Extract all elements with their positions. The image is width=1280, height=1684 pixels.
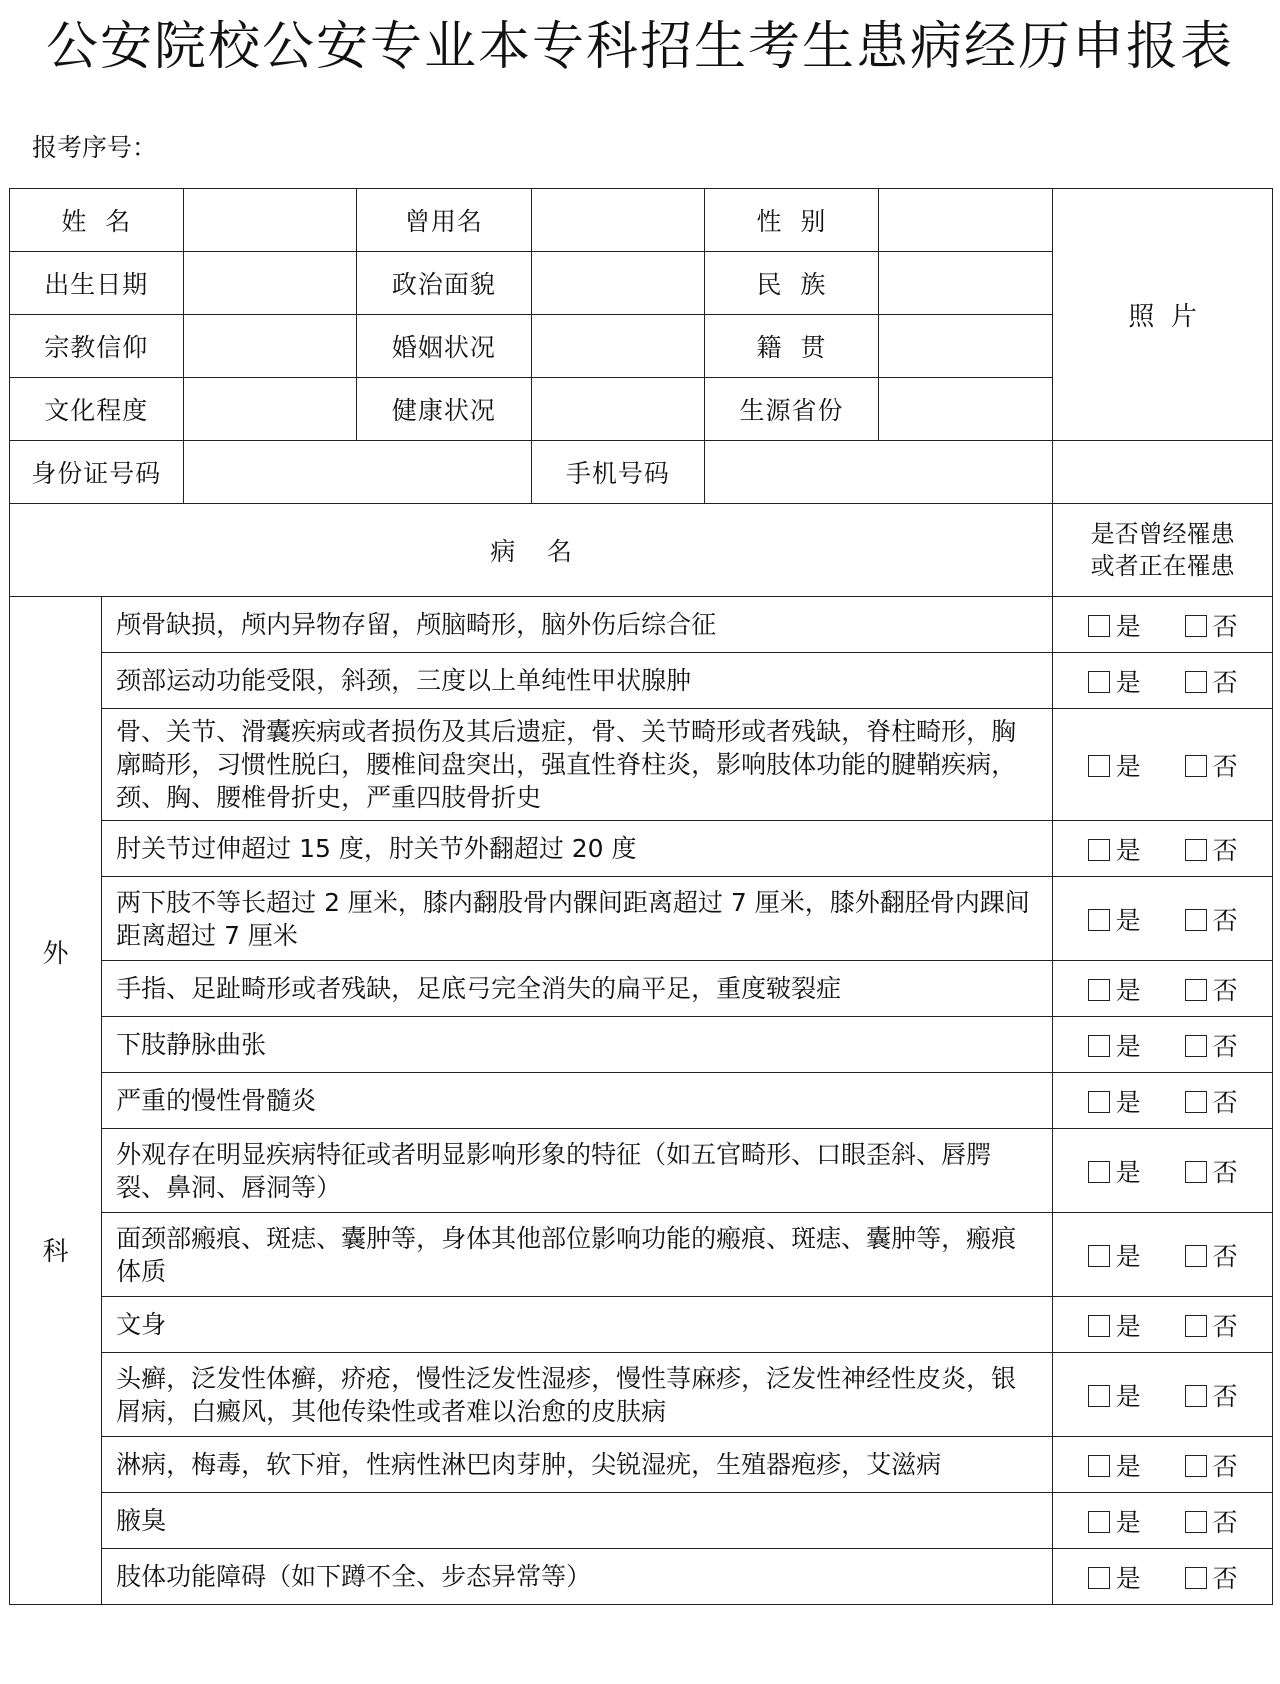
yes-checkbox[interactable] xyxy=(1088,755,1110,777)
no-option[interactable] xyxy=(1185,1377,1238,1413)
no-label: 否 xyxy=(1212,905,1238,935)
yes-label: 是 xyxy=(1115,1031,1141,1061)
field-former-name[interactable] xyxy=(531,189,705,252)
category-char-1: 外 xyxy=(42,939,69,970)
label-marital-status: 婚姻状况 xyxy=(357,315,532,378)
yes-label: 是 xyxy=(1115,1157,1141,1187)
yes-checkbox[interactable] xyxy=(1088,979,1110,1001)
disease-name: 肢体功能障碍（如下蹲不全、步态异常等） xyxy=(102,1549,1053,1605)
answer-cell xyxy=(1053,821,1273,877)
answer-cell xyxy=(1053,1017,1273,1073)
yes-option[interactable] xyxy=(1088,1307,1141,1343)
label-political-status: 政治面貌 xyxy=(357,252,532,315)
yes-option[interactable] xyxy=(1088,1503,1141,1539)
history-question-line2: 或者正在罹患 xyxy=(1090,552,1235,580)
no-option[interactable] xyxy=(1185,1307,1238,1343)
yes-option[interactable] xyxy=(1088,1083,1141,1119)
answer-cell xyxy=(1053,1437,1273,1493)
disease-name: 面颈部瘢痕、斑痣、囊肿等，身体其他部位影响功能的瘢痕、斑痣、囊肿等，瘢痕体质 xyxy=(102,1213,1053,1297)
yes-label: 是 xyxy=(1115,1381,1141,1411)
no-label: 否 xyxy=(1212,1241,1238,1271)
label-id-number: 身份证号码 xyxy=(10,441,184,504)
category-surgery xyxy=(10,597,102,1605)
yes-option[interactable] xyxy=(1088,901,1141,937)
no-checkbox[interactable] xyxy=(1185,1035,1207,1057)
yes-label: 是 xyxy=(1115,975,1141,1005)
no-checkbox[interactable] xyxy=(1185,615,1207,637)
yes-label: 是 xyxy=(1115,1451,1141,1481)
no-option[interactable] xyxy=(1185,1559,1238,1595)
no-option[interactable] xyxy=(1185,607,1238,643)
no-label: 否 xyxy=(1212,667,1238,697)
yes-checkbox[interactable] xyxy=(1088,1161,1110,1183)
field-ethnicity[interactable] xyxy=(878,252,1053,315)
disease-name-header: 病 名 xyxy=(10,504,1053,597)
history-question-header xyxy=(1053,504,1273,597)
yes-option[interactable] xyxy=(1088,1153,1141,1189)
answer-cell xyxy=(1053,1073,1273,1129)
yes-checkbox[interactable] xyxy=(1088,1315,1110,1337)
disease-name: 下肢静脉曲张 xyxy=(102,1017,1053,1073)
yes-label: 是 xyxy=(1115,1311,1141,1341)
yes-option[interactable] xyxy=(1088,747,1141,783)
no-label: 否 xyxy=(1212,1087,1238,1117)
yes-option[interactable] xyxy=(1088,831,1141,867)
no-option[interactable] xyxy=(1185,663,1238,699)
field-phone[interactable] xyxy=(705,441,1053,504)
no-checkbox[interactable] xyxy=(1185,1511,1207,1533)
answer-cell xyxy=(1053,709,1273,821)
disease-name: 两下肢不等长超过 2 厘米，膝内翻股骨内髁间距离超过 7 厘米，膝外翻胫骨内踝间距离超过 7 厘米 xyxy=(102,877,1053,961)
yes-label: 是 xyxy=(1115,1241,1141,1271)
disease-name: 肘关节过伸超过 15 度，肘关节外翻超过 20 度 xyxy=(102,821,1053,877)
no-label: 否 xyxy=(1212,835,1238,865)
disease-row xyxy=(10,821,1273,877)
no-checkbox[interactable] xyxy=(1185,1161,1207,1183)
no-option[interactable] xyxy=(1185,971,1238,1007)
no-checkbox[interactable] xyxy=(1185,1567,1207,1589)
yes-checkbox[interactable] xyxy=(1088,1385,1110,1407)
disease-row xyxy=(10,1017,1273,1073)
no-label: 否 xyxy=(1212,1381,1238,1411)
disease-name: 手指、足趾畸形或者残缺，足底弓完全消失的扁平足，重度皲裂症 xyxy=(102,961,1053,1017)
history-question-line1: 是否曾经罹患 xyxy=(1090,520,1235,548)
yes-label: 是 xyxy=(1115,667,1141,697)
answer-cell xyxy=(1053,597,1273,653)
no-option[interactable] xyxy=(1185,1083,1238,1119)
answer-cell xyxy=(1053,877,1273,961)
no-label: 否 xyxy=(1212,1311,1238,1341)
yes-label: 是 xyxy=(1115,1563,1141,1593)
no-label: 否 xyxy=(1212,1031,1238,1061)
label-source-province: 生源省份 xyxy=(705,378,879,441)
yes-option[interactable] xyxy=(1088,971,1141,1007)
label-phone: 手机号码 xyxy=(531,441,705,504)
disease-name: 颅骨缺损，颅内异物存留，颅脑畸形，脑外伤后综合征 xyxy=(102,597,1053,653)
yes-checkbox[interactable] xyxy=(1088,1245,1110,1267)
no-label: 否 xyxy=(1212,611,1238,641)
photo-label: 照 片 xyxy=(1128,302,1197,332)
no-checkbox[interactable] xyxy=(1185,909,1207,931)
disease-name: 文身 xyxy=(102,1297,1053,1353)
yes-checkbox[interactable] xyxy=(1088,615,1110,637)
disease-row xyxy=(10,961,1273,1017)
disease-name: 颈部运动功能受限，斜颈，三度以上单纯性甲状腺肿 xyxy=(102,653,1053,709)
disease-row xyxy=(10,1549,1273,1605)
answer-cell xyxy=(1053,1549,1273,1605)
label-health-status: 健康状况 xyxy=(357,378,532,441)
label-gender: 性 别 xyxy=(705,189,879,252)
no-checkbox[interactable] xyxy=(1185,1455,1207,1477)
no-checkbox[interactable] xyxy=(1185,1245,1207,1267)
disease-row xyxy=(10,709,1273,821)
field-id-number[interactable] xyxy=(183,441,531,504)
field-name[interactable] xyxy=(183,189,357,252)
yes-option[interactable] xyxy=(1088,1027,1141,1063)
no-option[interactable] xyxy=(1185,1237,1238,1273)
field-native-place[interactable] xyxy=(878,315,1053,378)
field-gender[interactable] xyxy=(878,189,1053,252)
answer-cell xyxy=(1053,1213,1273,1297)
disease-name: 头癣，泛发性体癣，疥疮，慢性泛发性湿疹，慢性荨麻疹，泛发性神经性皮炎，银屑病，白癜风，其他传染性或者难以治愈的皮肤病 xyxy=(102,1353,1053,1437)
no-checkbox[interactable] xyxy=(1185,1385,1207,1407)
no-option[interactable] xyxy=(1185,1503,1238,1539)
yes-checkbox[interactable] xyxy=(1088,839,1110,861)
label-native-place: 籍 贯 xyxy=(705,315,879,378)
answer-cell xyxy=(1053,961,1273,1017)
no-option[interactable] xyxy=(1185,1027,1238,1063)
no-checkbox[interactable] xyxy=(1185,979,1207,1001)
yes-label: 是 xyxy=(1115,611,1141,641)
answer-cell xyxy=(1053,1297,1273,1353)
no-label: 否 xyxy=(1212,1507,1238,1537)
yes-checkbox[interactable] xyxy=(1088,1511,1110,1533)
serial-number-label: 报考序号： xyxy=(32,133,158,162)
yes-option[interactable] xyxy=(1088,663,1141,699)
disease-row xyxy=(10,1297,1273,1353)
disease-row xyxy=(10,1129,1273,1213)
field-source-province[interactable] xyxy=(878,378,1053,441)
label-religion: 宗教信仰 xyxy=(10,315,184,378)
no-option[interactable] xyxy=(1185,901,1238,937)
field-education[interactable] xyxy=(183,378,357,441)
disease-row xyxy=(10,1493,1273,1549)
disease-row xyxy=(10,1073,1273,1129)
disease-name: 严重的慢性骨髓炎 xyxy=(102,1073,1053,1129)
yes-checkbox[interactable] xyxy=(1088,671,1110,693)
disease-row xyxy=(10,877,1273,961)
answer-cell xyxy=(1053,1353,1273,1437)
yes-option[interactable] xyxy=(1088,607,1141,643)
disease-row xyxy=(10,1437,1273,1493)
yes-label: 是 xyxy=(1115,835,1141,865)
no-label: 否 xyxy=(1212,975,1238,1005)
no-option[interactable] xyxy=(1185,1447,1238,1483)
label-ethnicity: 民 族 xyxy=(705,252,879,315)
disease-row xyxy=(10,1213,1273,1297)
answer-cell xyxy=(1053,1129,1273,1213)
disease-name: 外观存在明显疾病特征或者明显影响形象的特征（如五官畸形、口眼歪斜、唇腭裂、鼻洞、唇洞等） xyxy=(102,1129,1053,1213)
yes-label: 是 xyxy=(1115,751,1141,781)
label-name: 姓 名 xyxy=(10,189,184,252)
field-health-status[interactable] xyxy=(531,378,705,441)
no-checkbox[interactable] xyxy=(1185,671,1207,693)
no-label: 否 xyxy=(1212,751,1238,781)
yes-label: 是 xyxy=(1115,905,1141,935)
yes-option[interactable] xyxy=(1088,1377,1141,1413)
no-label: 否 xyxy=(1212,1157,1238,1187)
no-checkbox[interactable] xyxy=(1185,1091,1207,1113)
photo-area xyxy=(1053,189,1273,441)
disease-name: 腋臭 xyxy=(102,1493,1053,1549)
disease-row xyxy=(10,653,1273,709)
no-option[interactable] xyxy=(1185,831,1238,867)
yes-option[interactable] xyxy=(1088,1237,1141,1273)
disease-name: 淋病，梅毒，软下疳，性病性淋巴肉芽肿，尖锐湿疣，生殖器疱疹，艾滋病 xyxy=(102,1437,1053,1493)
disease-name: 骨、关节、滑囊疾病或者损伤及其后遗症，骨、关节畸形或者残缺，脊柱畸形，胸廓畸形，习惯性脱臼，腰椎间盘突出，强直性脊柱炎，影响肢体功能的腱鞘疾病，颈、胸、腰椎骨折史，严重四肢骨折史 xyxy=(102,709,1053,821)
answer-cell xyxy=(1053,653,1273,709)
yes-checkbox[interactable] xyxy=(1088,1455,1110,1477)
label-education: 文化程度 xyxy=(10,378,184,441)
no-option[interactable] xyxy=(1185,747,1238,783)
label-former-name: 曾用名 xyxy=(357,189,532,252)
no-option[interactable] xyxy=(1185,1153,1238,1189)
no-label: 否 xyxy=(1212,1451,1238,1481)
yes-option[interactable] xyxy=(1088,1447,1141,1483)
field-religion[interactable] xyxy=(183,315,357,378)
category-char-2: 科 xyxy=(42,1236,69,1267)
yes-option[interactable] xyxy=(1088,1559,1141,1595)
no-label: 否 xyxy=(1212,1563,1238,1593)
photo-area-lower xyxy=(1053,441,1273,504)
label-birth-date: 出生日期 xyxy=(10,252,184,315)
disease-row xyxy=(10,597,1273,653)
no-checkbox[interactable] xyxy=(1185,755,1207,777)
field-marital-status[interactable] xyxy=(531,315,705,378)
disease-row xyxy=(10,1353,1273,1437)
page-title: 公安院校公安专业本专科招生考生患病经历申报表 xyxy=(45,17,1234,77)
answer-cell xyxy=(1053,1493,1273,1549)
yes-label: 是 xyxy=(1115,1087,1141,1117)
yes-label: 是 xyxy=(1115,1507,1141,1537)
no-checkbox[interactable] xyxy=(1185,839,1207,861)
no-checkbox[interactable] xyxy=(1185,1315,1207,1337)
yes-checkbox[interactable] xyxy=(1088,1035,1110,1057)
yes-checkbox[interactable] xyxy=(1088,1567,1110,1589)
field-political-status[interactable] xyxy=(531,252,705,315)
yes-checkbox[interactable] xyxy=(1088,909,1110,931)
application-form-table xyxy=(9,188,1273,1605)
yes-checkbox[interactable] xyxy=(1088,1091,1110,1113)
field-birth-date[interactable] xyxy=(183,252,357,315)
